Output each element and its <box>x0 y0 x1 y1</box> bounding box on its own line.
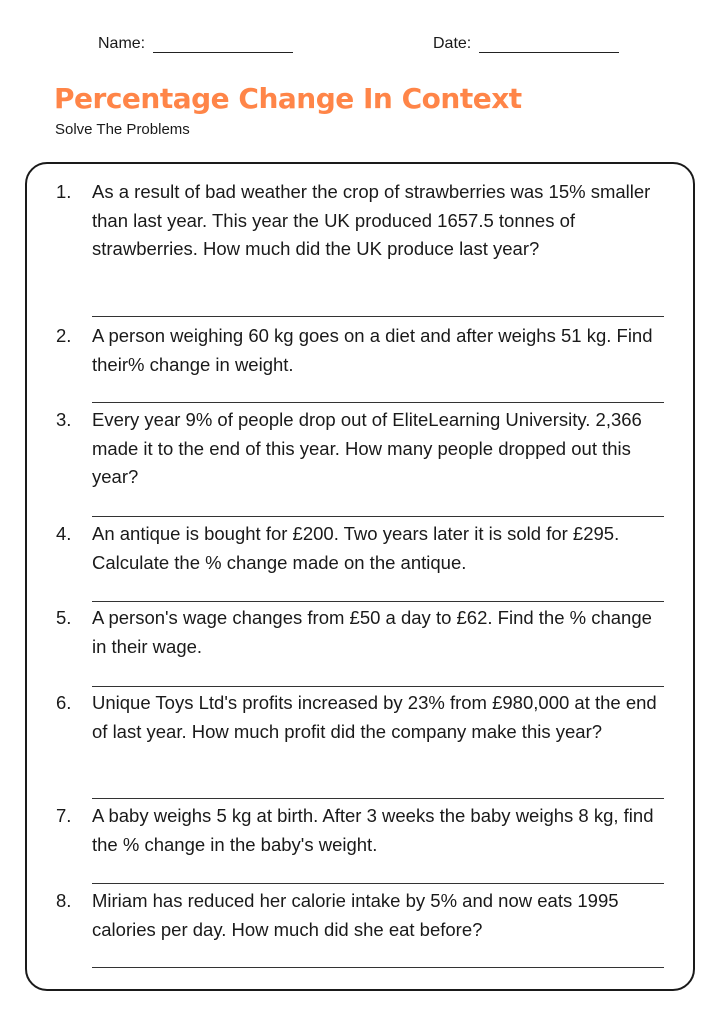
header-row <box>0 34 724 58</box>
answer-line-3[interactable] <box>92 516 664 517</box>
answer-line-5[interactable] <box>92 686 664 687</box>
question-text: An antique is bought for £200. Two years later it is sold for £295. Calculate the % change made on the antique. <box>92 523 620 573</box>
answer-line-2[interactable] <box>92 402 664 403</box>
date-field[interactable] <box>433 34 619 53</box>
question-2 <box>56 322 666 379</box>
question-number: 7. <box>56 805 72 826</box>
question-text: Unique Toys Ltd's profits increased by 23% from £980,000 at the end of last year. How much profit did the company make this year? <box>92 692 657 742</box>
date-blank-line[interactable] <box>479 34 619 53</box>
question-text: A baby weighs 5 kg at birth. After 3 weeks the baby weighs 8 kg, find the % change in the baby's weight. <box>92 805 654 855</box>
answer-line-4[interactable] <box>92 601 664 602</box>
page-subtitle: Solve The Problems <box>55 121 190 138</box>
question-number: 3. <box>56 409 72 430</box>
question-7 <box>56 802 666 859</box>
question-text: A person weighing 60 kg goes on a diet and after weighs 51 kg. Find their% change in weight. <box>92 325 653 375</box>
question-text: A person's wage changes from £50 a day to £62. Find the % change in their wage. <box>92 607 652 657</box>
question-number: 8. <box>56 890 72 911</box>
name-label: Name: <box>98 35 146 52</box>
question-text: Miriam has reduced her calorie intake by 5% and now eats 1995 calories per day. How much did she eat before? <box>92 890 619 940</box>
date-label: Date: <box>433 35 472 52</box>
question-number: 1. <box>56 181 72 202</box>
question-text: Every year 9% of people drop out of EliteLearning University. 2,366 made it to the end of this year. How many people dropped out this year? <box>92 409 642 487</box>
answer-line-1[interactable] <box>92 316 664 317</box>
question-text: As a result of bad weather the crop of strawberries was 15% smaller than last year. This year the UK produced 1657.5 tonnes of strawberries. How much did the UK produce last year? <box>92 181 651 259</box>
name-field[interactable] <box>98 34 293 53</box>
question-number: 5. <box>56 607 72 628</box>
question-number: 6. <box>56 692 72 713</box>
question-number: 4. <box>56 523 72 544</box>
question-8 <box>56 887 666 944</box>
question-5 <box>56 604 666 661</box>
question-4 <box>56 520 666 577</box>
question-3 <box>56 406 666 492</box>
name-blank-line[interactable] <box>153 34 293 53</box>
answer-line-7[interactable] <box>92 883 664 884</box>
answer-line-8[interactable] <box>92 967 664 968</box>
question-6 <box>56 689 666 746</box>
page-title: Percentage Change In Context <box>54 82 522 115</box>
question-number: 2. <box>56 325 72 346</box>
answer-line-6[interactable] <box>92 798 664 799</box>
question-1 <box>56 178 666 264</box>
